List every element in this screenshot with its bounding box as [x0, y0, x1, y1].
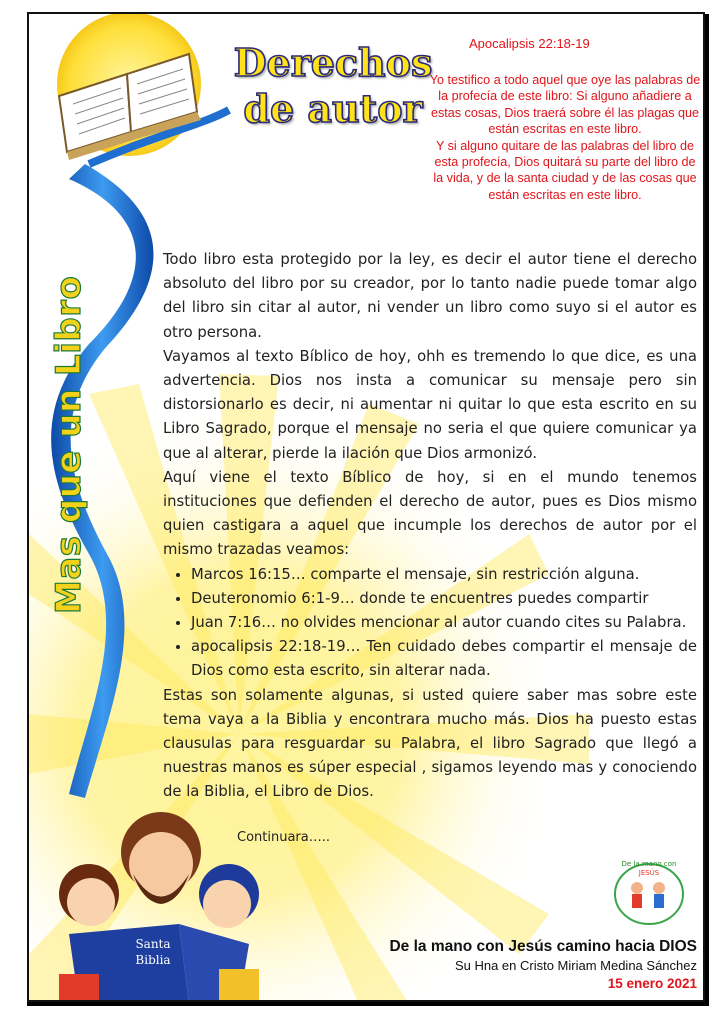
verse-paragraph: Yo testifico a todo aquel que oye las palabras de la profecía de este libro: Si alguno añadiere a estas cosas, Dios traerá sobre él las plagas que están escritas en este libro. — [429, 73, 701, 137]
body-paragraph: Aquí viene el texto Bíblico de hoy, si en el mundo tenemos instituciones que defienden el derecho de autor, pues es Dios mismo quien castigara a aquel que incumple los derechos de autor por el mismo trazadas veamos: — [163, 468, 697, 559]
svg-text:JESÚS: JESÚS — [638, 869, 660, 877]
list-item: • Marcos 16:15… comparte el mensaje, sin restricción alguna. — [191, 563, 697, 587]
bible-cover-line: Biblia — [135, 953, 171, 967]
reference-list — [163, 563, 697, 684]
side-title: Mas que un Libro — [49, 275, 89, 614]
title-line-1: Derechos — [233, 40, 433, 85]
continue-note: Continuara….. — [237, 830, 330, 845]
body-paragraph: Vayamos al texto Bíblico de hoy, ohh es tremendo lo que dice, es una advertencia. Dios nos insta a comunicar su mensaje pero sin distorsionarlo es decir, ni aumentar ni quitar lo que esta escrito en su Libro Sagrado, porque el mensaje no seria el que quiere comunicar ya que al alterar, pierde la ilación que Dios armonizó. — [163, 347, 697, 462]
verse-reference: Apocalipsis 22:18-19 — [469, 36, 590, 51]
verse-text — [429, 72, 701, 203]
signature-name: Su Hna en Cristo Miriam Medina Sánchez — [454, 958, 697, 973]
body-text — [163, 248, 697, 805]
page-title — [221, 40, 445, 132]
title-line-2: de autor — [243, 86, 423, 131]
list-item: • Juan 7:16… no olvides mencionar al autor cuando cites su Palabra. — [191, 611, 697, 635]
svg-text:De la mano con: De la mano con — [621, 860, 677, 868]
page — [27, 12, 705, 1002]
bible-cover-label — [123, 936, 183, 968]
bible-cover-line: Santa — [135, 937, 171, 951]
body-paragraph: Todo libro esta protegido por la ley, es decir el autor tiene el derecho absoluto del libro por su creador, por lo tanto nadie puede tomar algo del libro sin citar al autor, ni vender un libro como suyo si el autor es otro persona. — [163, 251, 697, 341]
body-paragraph: Estas son solamente algunas, si usted quiere saber mas sobre este tema vaya a la Biblia y encontrara mucho más. Dios ha puesto estas clausulas para resguardar su Palabra, el libro Sagrado que llegó a nuestras manos es súper especial , sigamos leyendo mas y conociendo de la Biblia, el Libro de Dios. — [163, 686, 697, 801]
signature-motto: De la mano con Jesús camino hacia DIOS — [389, 938, 697, 955]
logo-icon — [615, 860, 683, 924]
signature-date: 15 enero 2021 — [607, 976, 697, 991]
verse-paragraph: Y si alguno quitare de las palabras del libro de esta profecía, Dios quitará su parte del libro de la vida, y de la santa ciudad y de las cosas que están escritas en este libro. — [433, 138, 697, 202]
list-item: • Deuteronomio 6:1-9… donde te encuentres puedes compartir — [191, 587, 697, 611]
list-item: • apocalipsis 22:18-19… Ten cuidado debes compartir el mensaje de Dios como esta escrito, sin alterar nada. — [191, 635, 697, 683]
